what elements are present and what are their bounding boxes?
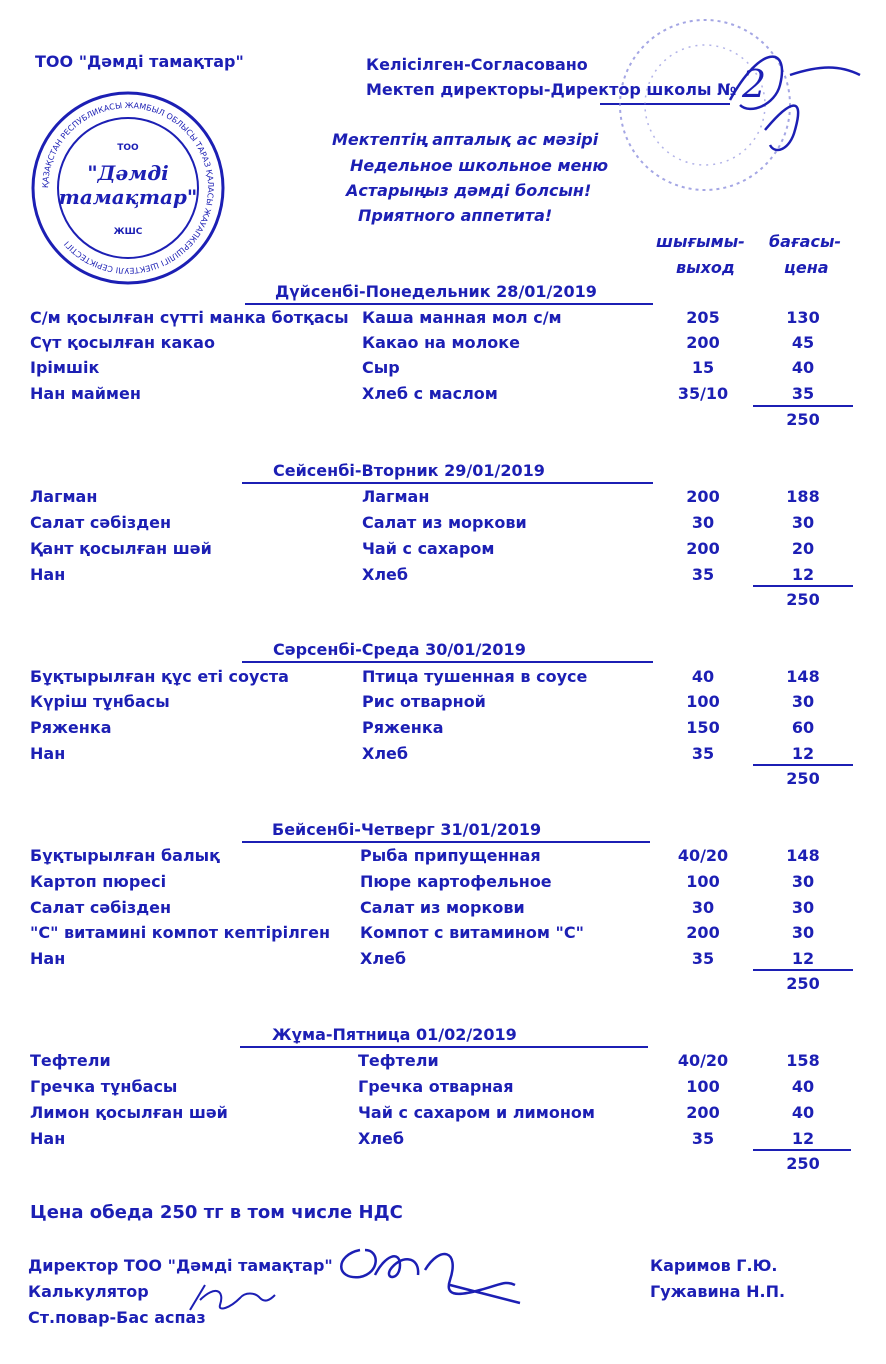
dish-kz: Күріш тұнбасы: [30, 692, 170, 711]
dish-kz: Ірімшік: [30, 358, 100, 377]
wish-kz: Астарыңыз дәмді болсын!: [346, 181, 592, 200]
dish-price: 40: [791, 1103, 815, 1122]
day-total: 250: [786, 410, 820, 429]
approved-label: Келісілген-Согласовано: [366, 55, 588, 74]
stamp-name-line1: "Дәмді: [87, 161, 169, 185]
dish-yield: 15: [691, 358, 715, 377]
day-title-underline: [242, 841, 650, 843]
dish-yield: 100: [686, 1077, 720, 1096]
dish-price: 35: [791, 384, 815, 403]
dish-kz: Қант қосылған шәй: [30, 539, 212, 558]
day-total: 250: [786, 974, 820, 993]
day-total: 250: [786, 769, 820, 788]
dish-yield: 35: [691, 744, 715, 763]
dish-yield: 200: [686, 487, 720, 506]
school-stamp: [590, 5, 880, 205]
dish-yield: 205: [686, 308, 720, 327]
dish-ru: Хлеб: [362, 744, 409, 763]
dish-price: 12: [791, 565, 815, 584]
dish-yield: 40/20: [677, 846, 729, 865]
dish-price: 12: [791, 949, 815, 968]
dish-ru: Лагман: [362, 487, 430, 506]
dish-kz: Нан маймен: [30, 384, 141, 403]
dish-kz: С/м қосылған сүтті манка ботқасы: [30, 308, 349, 327]
dish-kz: Нан: [30, 949, 66, 968]
dish-price: 30: [791, 513, 815, 532]
dish-ru: Рис отварной: [362, 692, 486, 711]
day-title-underline: [240, 1046, 648, 1048]
dish-ru: Пюре картофельное: [360, 872, 552, 891]
dish-kz: Бұқтырылған балық: [30, 846, 220, 865]
dish-kz: "С" витамині компот кептірілген: [30, 923, 331, 942]
calculator-signature: [180, 1270, 280, 1320]
dish-yield: 40: [691, 667, 715, 686]
dish-price: 30: [791, 872, 815, 891]
dish-kz: Гречка тұнбасы: [30, 1077, 178, 1096]
yield-header-ru: выход: [676, 258, 735, 277]
price-header-kz: бағасы-: [769, 232, 842, 251]
dish-ru: Хлеб: [358, 1129, 405, 1148]
day-title-underline: [242, 661, 653, 663]
dish-ru: Какао на молоке: [362, 333, 521, 352]
dish-price: 20: [791, 539, 815, 558]
dish-ru: Тефтели: [358, 1051, 439, 1070]
dish-ru: Птица тушенная в соусе: [362, 667, 588, 686]
dish-ru: Хлеб с маслом: [362, 384, 498, 403]
day-title: Сәрсенбі-Среда 30/01/2019: [273, 640, 526, 659]
stamp-name-line2: тамақтар": [58, 185, 198, 209]
dish-yield: 40/20: [677, 1051, 729, 1070]
price-header-ru: цена: [784, 258, 829, 277]
calculator-name: Гужавина Н.П.: [650, 1282, 786, 1301]
dish-kz: Картоп пюресі: [30, 872, 167, 891]
dish-yield: 150: [686, 718, 720, 737]
dish-yield: 200: [686, 923, 720, 942]
dish-yield: 200: [686, 1103, 720, 1122]
dish-price: 148: [786, 846, 820, 865]
day-title-underline: [245, 303, 653, 305]
dish-ru: Рыба припущенная: [360, 846, 541, 865]
dish-price: 188: [786, 487, 820, 506]
dish-kz: Лагман: [30, 487, 98, 506]
calculator-label: Калькулятор: [28, 1282, 149, 1301]
dish-kz: Тефтели: [30, 1051, 111, 1070]
total-line: [753, 764, 853, 766]
dish-yield: 35/10: [677, 384, 729, 403]
dish-yield: 200: [686, 333, 720, 352]
dish-yield: 100: [686, 692, 720, 711]
day-title: Дүйсенбі-Понедельник 28/01/2019: [275, 282, 597, 301]
dish-yield: 100: [686, 872, 720, 891]
day-title: Жұма-Пятница 01/02/2019: [272, 1025, 517, 1044]
dish-yield: 35: [691, 949, 715, 968]
dish-kz: Бұқтырылған құс еті соуста: [30, 667, 289, 686]
day-total: 250: [786, 1154, 820, 1173]
dish-ru: Ряженка: [362, 718, 444, 737]
dish-ru: Сыр: [362, 358, 400, 377]
stamp-ring-text: ҚАЗАҚСТАН РЕСПУБЛИКАСЫ ЖАМБЫЛ ОБЛЫСЫ ТАРАЗ ҚАЛАСЫ ЖАУАПКЕРШІЛІГІ ШЕКТЕУЛІ СЕРІКТЕСТІГІ: [40, 100, 216, 276]
director-label: Директор ТОО "Дәмді тамақтар": [28, 1256, 333, 1275]
dish-ru: Хлеб: [362, 565, 409, 584]
yield-header-kz: шығымы-: [656, 232, 745, 251]
dish-ru: Компот с витамином "С": [360, 923, 584, 942]
menu-title-ru: Недельное школьное меню: [350, 156, 609, 175]
director-signature: [330, 1235, 530, 1320]
dish-price: 45: [791, 333, 815, 352]
dish-yield: 200: [686, 539, 720, 558]
day-title-underline: [242, 482, 653, 484]
total-line: [753, 585, 853, 587]
total-line: [753, 969, 853, 971]
dish-ru: Гречка отварная: [358, 1077, 514, 1096]
day-total: 250: [786, 590, 820, 609]
dish-kz: Нан: [30, 1129, 66, 1148]
company-stamp: [28, 88, 228, 288]
dish-price: 40: [791, 358, 815, 377]
dish-kz: Лимон қосылған шәй: [30, 1103, 228, 1122]
dish-kz: Салат сәбізден: [30, 898, 172, 917]
company-name: ТОО "Дәмді тамақтар": [35, 52, 244, 71]
day-title: Сейсенбі-Вторник 29/01/2019: [273, 461, 545, 480]
wish-ru: Приятного аппетита!: [358, 206, 553, 225]
dish-ru: Чай с сахаром и лимоном: [358, 1103, 595, 1122]
dish-price: 30: [791, 898, 815, 917]
dish-yield: 35: [691, 1129, 715, 1148]
dish-price: 158: [786, 1051, 820, 1070]
dish-price: 60: [791, 718, 815, 737]
dish-price: 30: [791, 692, 815, 711]
dish-ru: Салат из моркови: [360, 898, 525, 917]
dish-price: 130: [786, 308, 820, 327]
dish-ru: Чай с сахаром: [362, 539, 495, 558]
total-line: [753, 1149, 851, 1151]
dish-price: 148: [786, 667, 820, 686]
stamp-top-text: ТОО: [117, 143, 139, 153]
director-school-label: Мектеп директоры-Директор школы №: [366, 80, 737, 99]
dish-kz: Салат сәбізден: [30, 513, 172, 532]
dish-ru: Хлеб: [360, 949, 407, 968]
dish-yield: 30: [691, 513, 715, 532]
lunch-price-note: Цена обеда 250 тг в том числе НДС: [30, 1202, 403, 1223]
dish-yield: 30: [691, 898, 715, 917]
school-number: 2: [742, 62, 767, 106]
dish-ru: Каша манная мол с/м: [362, 308, 562, 327]
dish-ru: Салат из моркови: [362, 513, 527, 532]
dish-kz: Сүт қосылған какао: [30, 333, 215, 352]
dish-yield: 35: [691, 565, 715, 584]
cook-label: Ст.повар-Бас аспаз: [28, 1308, 206, 1327]
dish-kz: Нан: [30, 565, 66, 584]
total-line: [753, 405, 853, 407]
dish-kz: Нан: [30, 744, 66, 763]
dish-price: 12: [791, 744, 815, 763]
menu-title-kz: Мектептің апталық ас мәзірі: [332, 130, 599, 149]
director-name: Каримов Г.Ю.: [650, 1256, 778, 1275]
dish-price: 12: [791, 1129, 815, 1148]
dish-price: 40: [791, 1077, 815, 1096]
day-title: Бейсенбі-Четверг 31/01/2019: [272, 820, 542, 839]
dish-kz: Ряженка: [30, 718, 112, 737]
stamp-bottom-text: ЖШС: [113, 227, 143, 237]
dish-price: 30: [791, 923, 815, 942]
